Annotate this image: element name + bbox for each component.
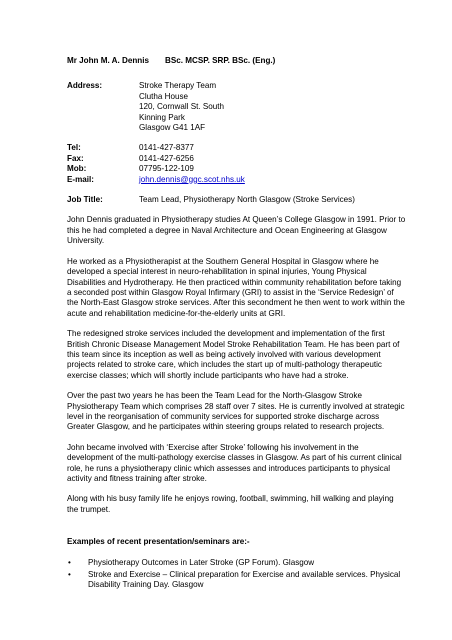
- mob-row: [67, 164, 407, 174]
- mob-label: Mob:: [67, 164, 87, 174]
- tel-label: Tel:: [67, 143, 81, 153]
- email-label: E-mail:: [67, 174, 94, 184]
- mob-value: 07795-122-109: [139, 164, 194, 174]
- address-label: Address:: [67, 81, 103, 91]
- examples-list: [67, 558, 407, 591]
- qualifications: BSc. MCSP. SRP. BSc. (Eng.): [165, 56, 276, 65]
- email-value: [139, 175, 407, 185]
- bio-paragraph: He worked as a Physiotherapist at the Southern General Hospital in Glasgow where he developed a special interest in neuro-rehabilitation in spinal injuries, Young Physical Disabilities and Hydrotherapy. He then practiced within community rehabilitation before taking a seconded post within Glasgow Royal Infirmary (GRI) to assist in the ‘Service Redesign’ of the North-East Glasgow stroke services. After this secondment he then went to work within the acute and rehabilitation medicine-for-the-elderly units at GRI.: [67, 256, 405, 318]
- person-name: Mr John M. A. Dennis: [67, 56, 149, 65]
- contact-numbers: [67, 143, 407, 185]
- email-link[interactable]: john.dennis@ggc.scot.nhs.uk: [139, 174, 245, 184]
- list-item-text: Physiotherapy Outcomes in Later Stroke (GP Forum). Glasgow: [88, 557, 315, 567]
- job-title-row: [67, 195, 407, 205]
- bio-paragraph: John became involved with ‘Exercise after Stroke’ following his involvement in the development of the multi-pathology exercise classes in Glasgow. As part of his current clinical role, he runs a physiotherapy clinic which assesses and introduces participants to physical activity and fitness training after stroke.: [67, 442, 402, 483]
- fax-label: Fax:: [67, 153, 84, 163]
- bullet-icon: •: [68, 557, 71, 567]
- tel-row: [67, 143, 407, 153]
- document-page: [67, 56, 407, 593]
- fax-value: 0141-427-6256: [139, 153, 194, 163]
- bio-paragraph: John Dennis graduated in Physiotherapy studies At Queen’s College Glasgow in 1991. Prior to this he had completed a degree in Naval Architecture and Ocean Engineering at Glasgow University.: [67, 215, 406, 246]
- address-lines: [139, 81, 407, 133]
- list-item: [67, 558, 407, 568]
- document-title: [67, 56, 407, 66]
- fax-row: [67, 154, 407, 164]
- bullet-icon: •: [68, 570, 71, 580]
- bio-paragraph: The redesigned stroke services included the development and implementation of the first British Chronic Disease Management Model Stroke Rehabilitation Team. He has been part of this team since its inception as well as being actively involved with various development projects related to stroke care, which includes the start up of multi-pathology therapeutic exercise classes; which will shortly include participants who have had a stroke.: [67, 329, 400, 380]
- address-line: Kinning Park: [139, 112, 185, 122]
- tel-value: 0141-427-8377: [139, 143, 194, 153]
- address-row: [67, 81, 407, 133]
- bio-paragraph: Along with his busy family life he enjoys rowing, football, swimming, hill walking and playing the trumpet.: [67, 494, 394, 514]
- address-line: Glasgow G41 1AF: [139, 123, 206, 133]
- job-title-value: Team Lead, Physiotherapy North Glasgow (Stroke Services): [139, 195, 355, 205]
- list-item: [67, 570, 407, 591]
- address-line: Clutha House: [139, 91, 189, 101]
- address-line: Stroke Therapy Team: [139, 81, 217, 91]
- address-line: 120, Cornwall St. South: [139, 102, 225, 112]
- email-row: [67, 175, 407, 185]
- job-title-label: Job Title:: [67, 195, 103, 205]
- list-item-text: Stroke and Exercise – Clinical preparation for Exercise and available services. Physical Disability Training Day. Glasgow: [88, 570, 401, 590]
- bio-paragraph: Over the past two years he has been the Team Lead for the North-Glasgow Stroke Physiotherapy Team which comprises 28 staff over 7 sites. He is currently involved at strategic level in the reorganisation of community services for supported stroke discharge across Greater Glasgow, and he participates within steering groups related to research projects.: [67, 391, 405, 432]
- examples-heading: Examples of recent presentation/seminars are:-: [67, 537, 250, 547]
